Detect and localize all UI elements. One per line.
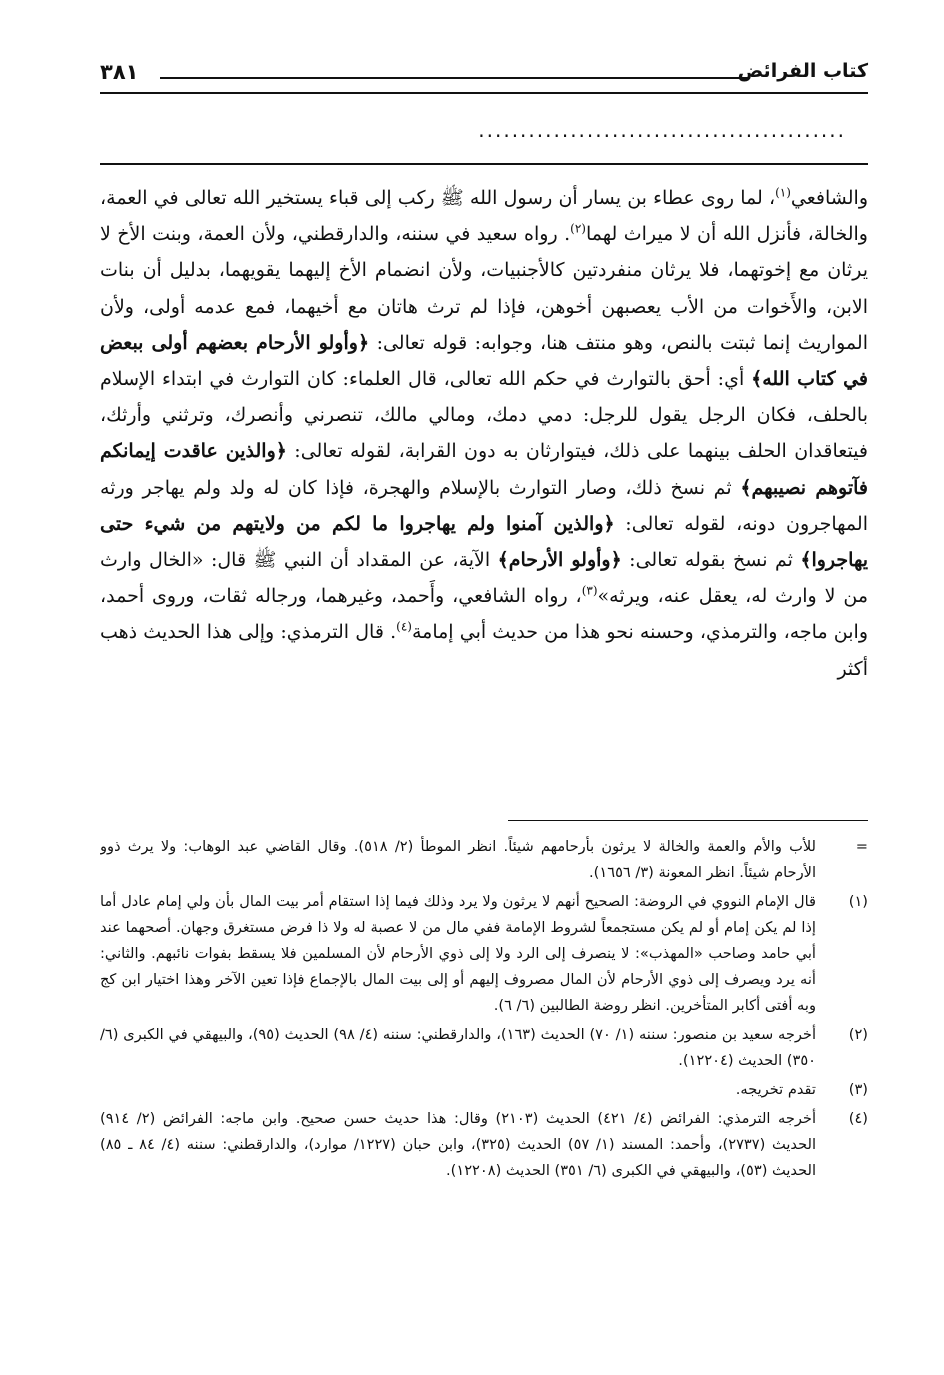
footnote-marker: = bbox=[855, 838, 868, 855]
page-number: ٣٨١ bbox=[100, 60, 139, 84]
main-divider bbox=[100, 163, 868, 165]
running-title: كتاب الفرائض bbox=[737, 60, 868, 82]
footnote-text: أخرجه الترمذي: الفرائض (٤/ ٤٢١) الحديث (٢١٠٣) وقال: هذا حديث حسن صحيح. وابن ماجه: الفرائض (٢/ ٩١٤) الحديث (٢٧٣٧)، وأحمد: المسند (١/ ٥٧) الحديث (٣٢٥)، وابن حبان (١٢٢٧/ موارد)، والدارقطني: سننه (٤/ ٨٤ ـ ٨٥) الحديث (٥٣)، والبيهقي في الكبرى (٦/ ٣٥١) الحديث (١٢٢٠٨). bbox=[100, 1110, 817, 1179]
text-run: . قال الترمذي: وإلى هذا الحديث ذهب أكثر bbox=[100, 621, 868, 680]
footnote-text: قال الإمام النووي في الروضة: الصحيح أنهم لا يرثون ولا يرد وذلك فيما إذا استقام أمر بيت المال بأن ولي إمام عادل أما إذا لم يكن إمام أو لم يكن مستجمعاً لشروط الإمامة ففي مال من لا عصبة له ولا ذا فرض مستغرق وجهان. أصحهما عند أبي حامد وصاحب «المهذب»: لا ينصرف إلى الرد ولا إلى ذوي الأرحام لأن المسلمين فلا يسقط بفوات نائبهم. والثاني: أنه يرد ويصرف إلى ذوي الأرحام لأن المال مصروف إليهم أو إلى بيت المال بالإجماع فإذا تعين الآخر وهذا اختيار ابن كج وبه أفتى أكابر المتأخرين. انظر روضة الطالبين (٦/ ٦). bbox=[100, 893, 816, 1014]
text-run: والشافعي bbox=[790, 187, 868, 209]
quran-verse: ﴿والذين عاقدت إيمانكم فآتوهم نصيبهم﴾ bbox=[100, 440, 868, 499]
text-run: أي: أحق بالتوارث في حكم الله تعالى، قال العلماء: كان التوارث في ابتداء الإسلام بالحلف، فكان الرجل يقول للرجل: دمي دمك، ومالي مالك، تنصرني وأنصرك، وترثني وأرثك، فيتعاقدان الحلف بينهما على ذلك، فيتوارثان به دون القرابة، لقوله تعالى: bbox=[100, 368, 868, 463]
header-rule bbox=[160, 77, 748, 79]
text-run: . رواه سعيد في سننه، والدارقطني، ولأن العمة، وبنت الأخ لا يرثان مع إخوتهما، فلا يرثان منفردتين كالأجنبيات، ولأن انضمام الأخ إليهما يقويهما، بدليل أن بنات الابن، والأَخوات من الأب يعصبهن أخوهن، فإذا لم ترث هاتان مع أخيهما، فمع عدمه أولى، ولأن المواريث إنما ثبتت بالنص، وهو منتف هنا، وجوابه: قوله تعالى: bbox=[100, 223, 868, 354]
footnote-reference: (١) bbox=[775, 185, 791, 200]
footnote bbox=[100, 1022, 868, 1074]
dotted-ellipsis: ............................................ bbox=[478, 118, 846, 142]
footnote-reference: (٣) bbox=[581, 583, 598, 598]
footnotes bbox=[100, 834, 868, 1324]
footnote-separator bbox=[508, 820, 868, 821]
quran-verse: ﴿وأولو الأرحام بعضهم أولى ببعض في كتاب الله﴾ bbox=[100, 331, 868, 391]
footnote-reference: (٤) bbox=[396, 620, 412, 635]
footnote-marker: (١) bbox=[848, 893, 868, 910]
body-text bbox=[100, 180, 868, 800]
body-paragraph bbox=[100, 180, 868, 687]
page-header bbox=[100, 58, 868, 92]
footnote bbox=[100, 834, 868, 886]
text-run: الآية، عن المقداد أن النبي ﷺ قال: «الخال وارث من لا وارث له، يعقل عنه، ويرثه» bbox=[100, 549, 868, 608]
footnote-text: تقدم تخريجه. bbox=[735, 1081, 816, 1098]
footnote-reference: (٢) bbox=[570, 221, 586, 236]
footnote-marker: (٤) bbox=[848, 1110, 868, 1127]
text-run: ، لما روى عطاء بن يسار أن رسول الله ﷺ ركب إلى قباء يستخير الله تعالى في العمة، والخالة، فأنزل الله أن لا ميراث لهما bbox=[100, 187, 868, 246]
footnote-marker: (٣) bbox=[848, 1081, 868, 1098]
text-run: ثم نسخ بقوله تعالى: bbox=[621, 549, 801, 572]
top-divider bbox=[100, 92, 868, 94]
footnote-text: أخرجه سعيد بن منصور: سننه (١/ ٧٠) الحديث (١٦٣)، والدارقطني: سننه (٤/ ٩٨) الحديث (٩٥)، والبيهقي في الكبرى (٦/ ٣٥٠) الحديث (١٢٢٠٤). bbox=[100, 1026, 817, 1069]
quran-verse: ﴿والذين آمنوا ولم يهاجروا ما لكم من ولايتهم من شيء حتى يهاجروا﴾ bbox=[100, 512, 868, 572]
footnote bbox=[100, 1077, 868, 1103]
footnote-text: للأب والأم والعمة والخالة لا يرثون بأرحامهم شيئاً. انظر الموطأ (٢/ ٥١٨). وقال القاضي عبد الوهاب: ولا يرث ذوو الأرحام شيئاً. انظر المعونة (٣/ ١٦٥٦). bbox=[100, 838, 816, 881]
footnote bbox=[100, 889, 868, 1019]
quran-verse: ﴿وأولو الأرحام﴾ bbox=[497, 549, 622, 572]
text-run: ثم نسخ ذلك، وصار التوارث بالإسلام والهجرة، فإذا كان له ولد ولم يهاجر ورثه المهاجرون دونه، لقوله تعالى: bbox=[100, 476, 868, 535]
footnote bbox=[100, 1106, 868, 1184]
text-run: ، رواه الشافعي، وأَحمد، وغيرهما، ورجاله ثقات، وروى أحمد، وابن ماجه، والترمذي، وحسنه نحو هذا من حديث أبي إمامة bbox=[100, 585, 868, 644]
footnote-marker: (٢) bbox=[848, 1026, 868, 1043]
